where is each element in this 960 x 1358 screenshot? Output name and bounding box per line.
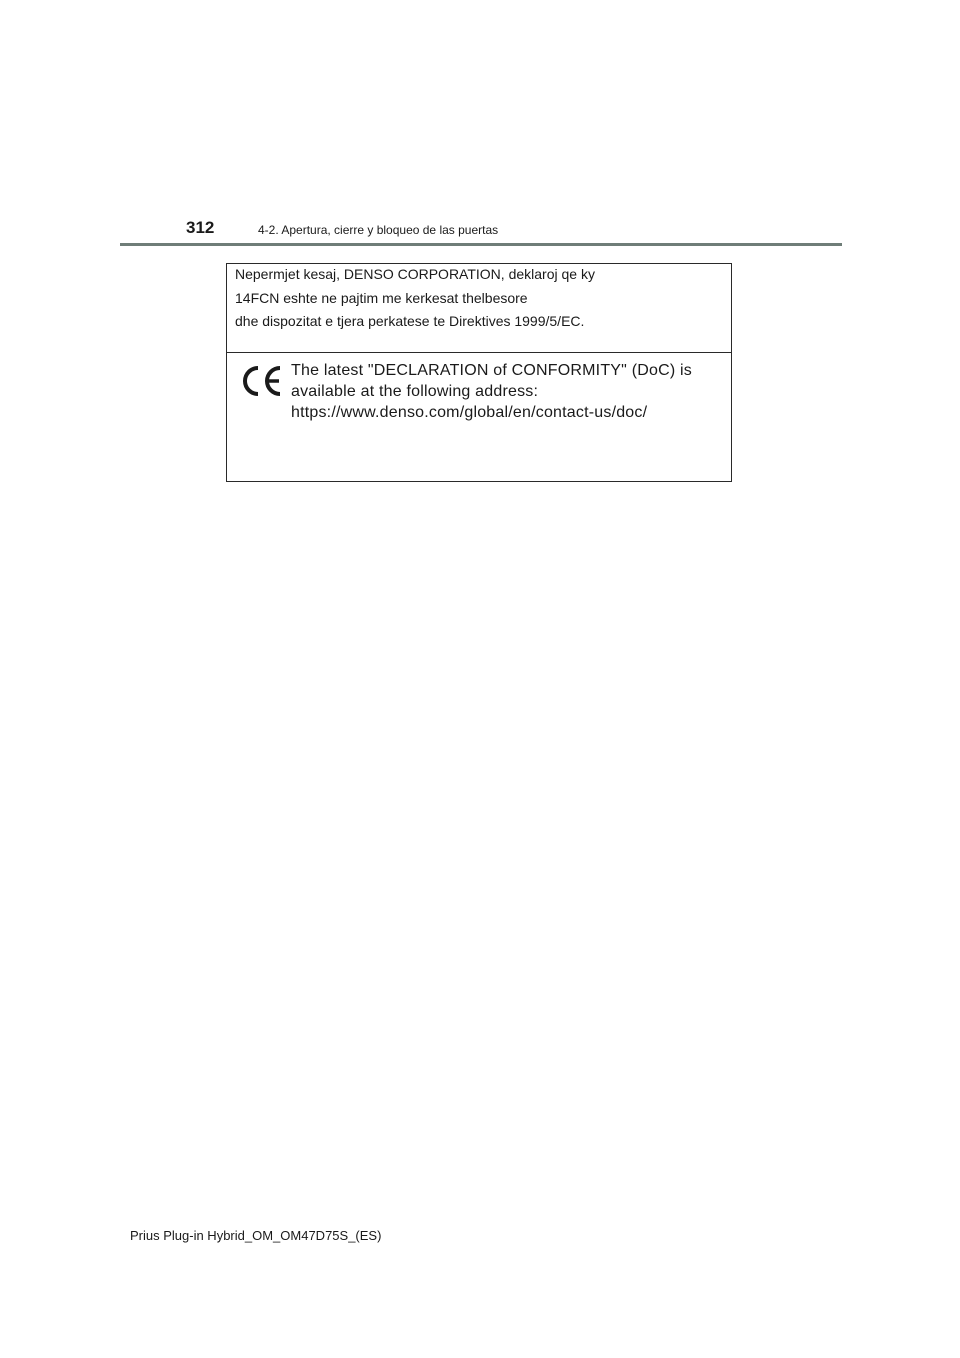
doc-line: The latest "DECLARATION of CONFORMITY" (DoC) is <box>291 362 692 379</box>
document-id: Prius Plug-in Hybrid_OM_OM47D75S_(ES) <box>130 1228 382 1243</box>
albanian-declaration <box>227 264 731 353</box>
declaration-line: 14FCN eshte ne pajtim me kerkesat thelbesore <box>235 290 528 306</box>
doc-url: https://www.denso.com/global/en/contact-us/doc/ <box>291 404 648 421</box>
header-divider <box>120 243 842 246</box>
ce-mark-icon <box>241 364 285 398</box>
declaration-label <box>226 263 732 482</box>
declaration-line: Nepermjet kesaj, DENSO CORPORATION, deklaroj qe ky <box>235 266 595 282</box>
section-title: 4-2. Apertura, cierre y bloqueo de las puertas <box>258 223 499 237</box>
doc-line: available at the following address: <box>291 383 539 400</box>
declaration-line: dhe dispozitat e tjera perkatese te Direktives 1999/5/EC. <box>235 313 585 329</box>
page-number: 312 <box>186 218 215 237</box>
